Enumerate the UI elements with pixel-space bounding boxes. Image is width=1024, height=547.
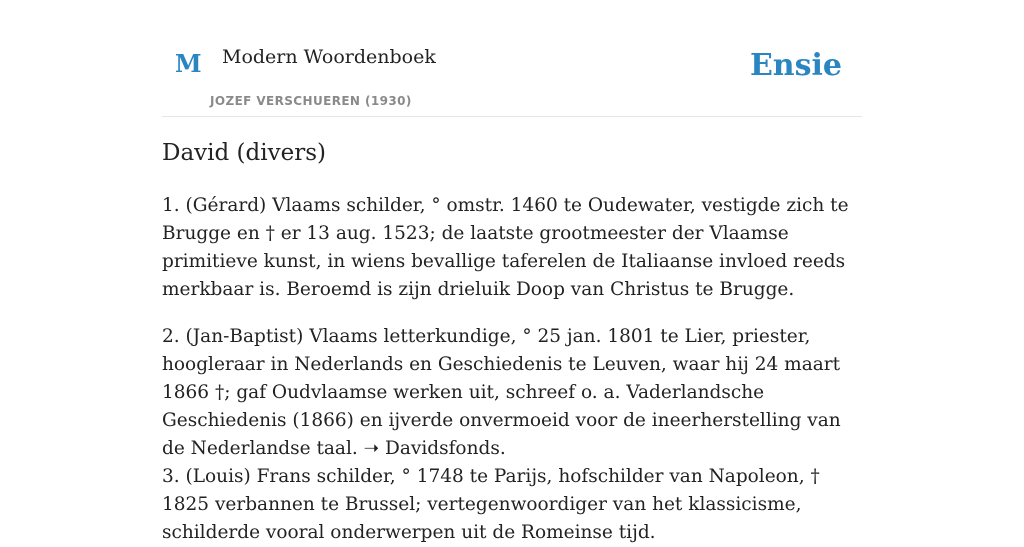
source-logo-icon[interactable]: M: [175, 49, 202, 78]
source-header: [162, 0, 862, 117]
entry-title: David (divers): [162, 140, 326, 166]
source-title[interactable]: Modern Woordenboek: [222, 46, 436, 68]
ensie-logo-link[interactable]: Ensie: [749, 48, 842, 83]
entry-paragraph-1: 1. (Gérard) Vlaams schilder, ° omstr. 1460 te Oudewater, vestigde zich te Brugge en † er 13 aug. 1523; de laatste grootmeester der Vlaamse primitieve kunst, in wiens bevallige taferelen de Italiaanse invloed reeds merkbaar is. Beroemd is zijn drieluik Doop van Christus te Brugge.: [162, 195, 849, 300]
entry-paragraph-3: 3. (Louis) Frans schilder, ° 1748 te Parijs, hofschilder van Napoleon, † 1825 verbannen te Brussel; vertegenwoordiger van het klassicisme, schilderde vooral onderwerpen uit de Romeinse tijd.: [162, 466, 820, 543]
source-author: JOZEF VERSCHUEREN (1930): [210, 94, 412, 108]
entry-body: [162, 192, 867, 547]
entry-paragraph-2: 2. (Jan-Baptist) Vlaams letterkundige, ° 25 jan. 1801 te Lier, priester, hoogleraar in Nederlands en Geschiedenis te Leuven, waar hij 24 maart 1866 †; gaf Oudvlaamse werken uit, schreef o. a. Vaderlandsche Geschiedenis (1866) en ijverde onvermoeid voor de ineerherstelling van de Nederlandse taal. ➝ Davidsfonds.: [162, 326, 841, 459]
